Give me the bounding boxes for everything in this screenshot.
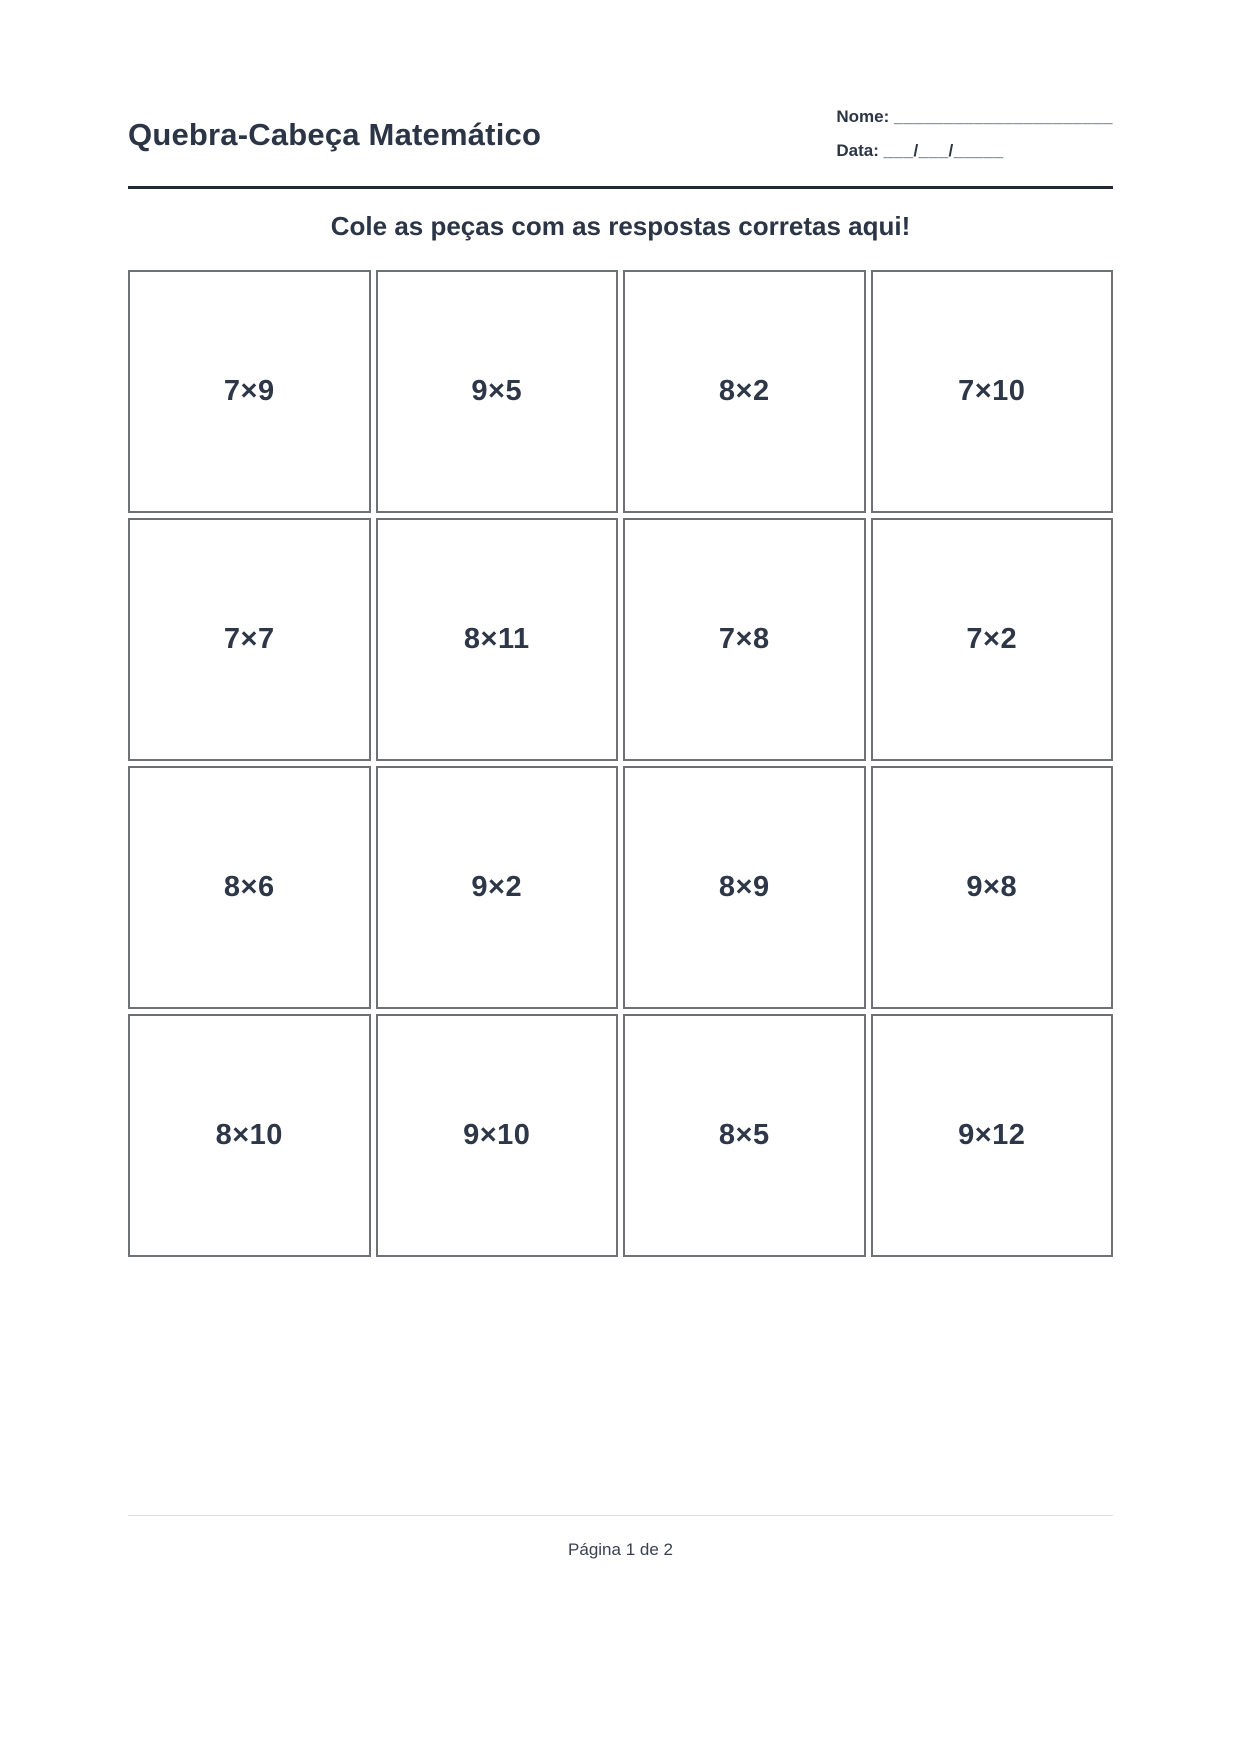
puzzle-cell — [376, 518, 619, 761]
puzzle-cell — [128, 518, 371, 761]
puzzle-cell — [623, 766, 866, 1009]
name-row — [836, 100, 1113, 134]
puzzle-cell — [376, 270, 619, 513]
page-footer — [128, 1515, 1113, 1560]
date-label: Data: — [836, 141, 879, 160]
puzzle-cell — [871, 518, 1114, 761]
cell-label: 7×2 — [966, 623, 1018, 655]
puzzle-cell — [128, 270, 371, 513]
puzzle-cell — [623, 1014, 866, 1257]
cell-label: 9×2 — [471, 871, 523, 903]
cell-label: 7×10 — [958, 375, 1026, 407]
puzzle-grid — [128, 270, 1113, 1257]
puzzle-cell — [871, 1014, 1114, 1257]
date-blank-line: ___/___/_____ — [883, 141, 1004, 160]
cell-label: 8×2 — [718, 375, 770, 407]
page-number: Página 1 de 2 — [568, 1540, 673, 1559]
puzzle-cell — [376, 766, 619, 1009]
name-label: Nome: — [836, 107, 890, 126]
cell-label: 9×5 — [471, 375, 523, 407]
cell-label: 7×9 — [223, 375, 275, 407]
name-date-block — [836, 100, 1113, 170]
date-row — [836, 134, 1113, 168]
puzzle-cell — [871, 270, 1114, 513]
puzzle-cell — [128, 766, 371, 1009]
puzzle-cell — [376, 1014, 619, 1257]
worksheet-header — [128, 0, 1113, 189]
puzzle-cell — [128, 1014, 371, 1257]
puzzle-cell — [871, 766, 1114, 1009]
cell-label: 9×10 — [463, 1119, 531, 1151]
cell-label: 7×7 — [223, 623, 275, 655]
cell-label: 7×8 — [718, 623, 770, 655]
worksheet-subtitle: Cole as peças com as respostas corretas aqui! — [330, 211, 911, 241]
cell-label: 8×11 — [463, 623, 530, 655]
cell-label: 9×12 — [958, 1119, 1026, 1151]
puzzle-cell — [623, 270, 866, 513]
cell-label: 8×6 — [223, 871, 275, 903]
cell-label: 8×10 — [215, 1119, 283, 1151]
page-title: Quebra-Cabeça Matemático — [128, 117, 542, 152]
cell-label: 9×8 — [966, 871, 1018, 903]
cell-label: 8×9 — [718, 871, 770, 903]
cell-label: 8×5 — [718, 1119, 770, 1151]
name-blank-line: ______________________ — [893, 107, 1113, 126]
puzzle-cell — [623, 518, 866, 761]
